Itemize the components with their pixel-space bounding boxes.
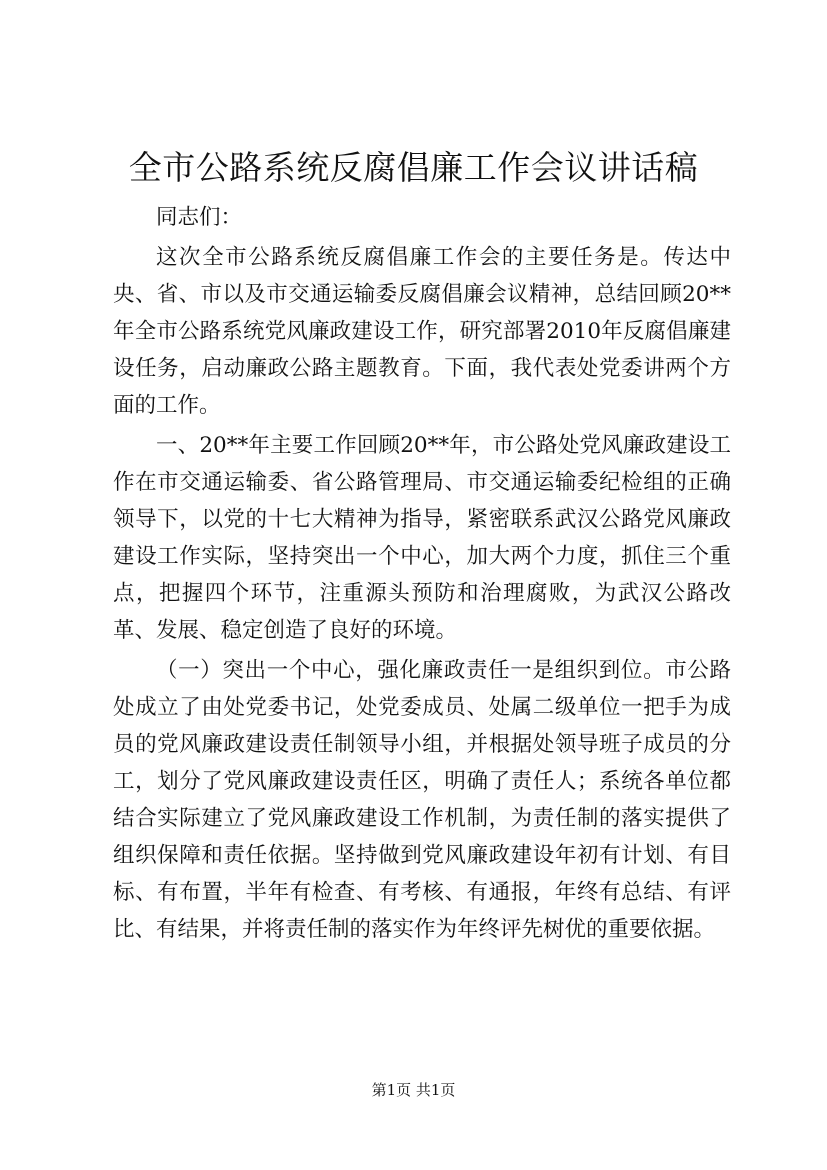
- paragraph-intro: 这次全市公路系统反腐倡廉工作会的主要任务是。传达中央、省、市以及市交通运输委反腐倡廉会议精神，总结回顾20**年全市公路系统党风廉政建设工作，研究部署2010年反腐倡廉建设任务，启动廉政公路主题教育。下面，我代表处党委讲两个方面的工作。: [113, 245, 731, 418]
- document-body: [113, 199, 731, 948]
- salutation: 同志们：: [156, 205, 243, 230]
- paragraph-responsibility: （一）突出一个中心，强化廉政责任一是组织到位。市公路处成立了由处党委书记，处党委成员、处属二级单位一把手为成员的党风廉政建设责任制领导小组，并根据处领导班子成员的分工，划分了党风廉政建设责任区，明确了责任人；系统各单位都结合实际建立了党风廉政建设工作机制，为责任制的落实提供了组织保障和责任依据。坚持做到党风廉政建设年初有计划、有目标、有布置，半年有检查、有考核、有通报，年终有总结、有评比、有结果，并将责任制的落实作为年终评先树优的重要依据。: [113, 658, 731, 942]
- document-title: 全市公路系统反腐倡廉工作会议讲话稿: [128, 148, 699, 187]
- page-footer: 第1页 共1页: [371, 1081, 456, 1099]
- paragraph-review: 一、20**年主要工作回顾20**年，市公路处党风廉政建设工作在市交通运输委、省公路管理局、市交通运输委纪检组的正确领导下，以党的十七大精神为指导，紧密联系武汉公路党风廉政建设工作实际，坚持突出一个中心，加大两个力度，抓住三个重点，把握四个环节，注重源头预防和治理腐败，为武汉公路改革、发展、稳定创造了良好的环境。: [113, 433, 731, 643]
